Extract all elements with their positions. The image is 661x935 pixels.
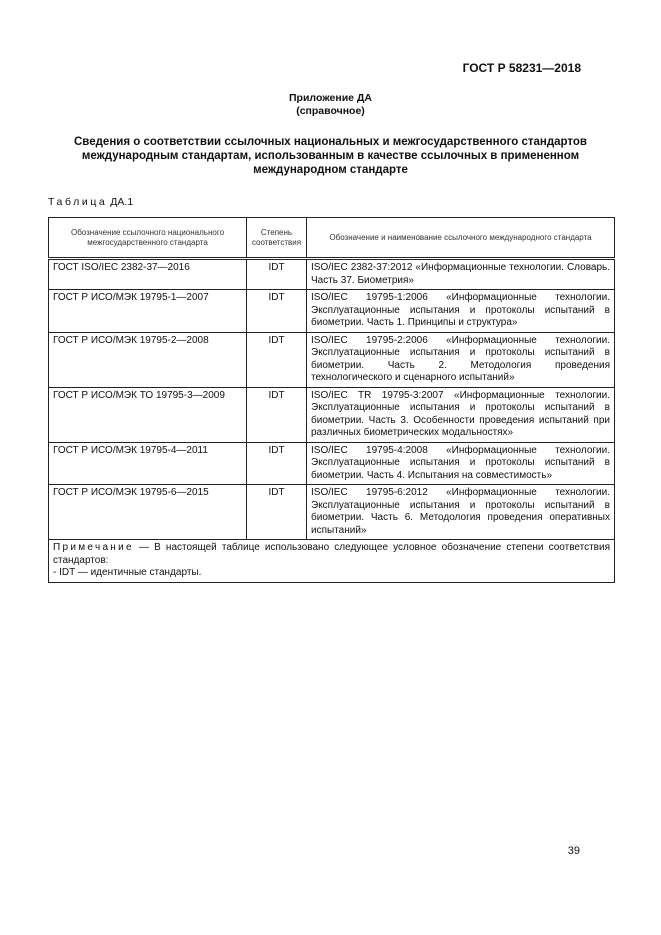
- annex-title: Приложение ДА: [289, 92, 372, 104]
- table-caption-word: Таблица: [48, 196, 108, 208]
- international-standard-cell: ISO/IEC 19795-2:2006 «Информационные технологии. Эксплуатационные испытания и протоколы испытаний в биометрии. Часть 2. Методология проведения технологического и сценарного испытаний»: [307, 332, 615, 387]
- degree-cell: IDT: [247, 260, 307, 290]
- international-standard-cell: ISO/IEC 19795-6:2012 «Информационные технологии. Эксплуатационные испытания и протоколы испытаний в биометрии. Часть 6. Методология проведения оперативных испытаний»: [307, 485, 615, 540]
- international-standard-cell: ISO/IEC TR 19795-3:2007 «Информационные технологии. Эксплуатационные испытания и протоколы испытаний в биометрии. Часть 3. Особенности проведения испытаний при различных биометрических модальностях»: [307, 387, 615, 442]
- national-standard-cell: ГОСТ Р ИСО/МЭК ТО 19795-3—2009: [49, 387, 247, 442]
- national-standard-cell: ГОСТ Р ИСО/МЭК 19795-6—2015: [49, 485, 247, 540]
- document-code: ГОСТ Р 58231—2018: [462, 61, 581, 75]
- section-title-line-3: международном стандарте: [253, 164, 408, 176]
- international-standard-cell: ISO/IEC 2382-37:2012 «Информационные технологии. Словарь. Часть 37. Биометрия»: [307, 260, 615, 290]
- section-title-line-1: Сведения о соответствии ссылочных национальных и межгосударственного стандартов: [74, 136, 587, 148]
- table-row: [49, 485, 615, 540]
- degree-cell: IDT: [247, 290, 307, 333]
- table-row: [49, 332, 615, 387]
- table-note: [49, 540, 615, 583]
- annex-subtitle: (справочное): [296, 105, 365, 117]
- section-title: [48, 135, 613, 177]
- header-degree: Степень соответствия: [247, 218, 307, 258]
- page-number: 39: [567, 845, 580, 857]
- national-standard-cell: ГОСТ ISO/IEC 2382-37—2016: [49, 260, 247, 290]
- annex-heading: [0, 92, 661, 118]
- correspondence-table: [48, 217, 615, 583]
- international-standard-cell: ISO/IEC 19795-4:2008 «Информационные технологии. Эксплуатационные испытания и протоколы испытаний в биометрии. Часть 4. Испытания на совместимость»: [307, 442, 615, 485]
- national-standard-cell: ГОСТ Р ИСО/МЭК 19795-1—2007: [49, 290, 247, 333]
- table-caption-number: ДА.1: [110, 196, 134, 208]
- national-standard-cell: ГОСТ Р ИСО/МЭК 19795-4—2011: [49, 442, 247, 485]
- table-header-row: [49, 218, 615, 258]
- table-row: [49, 290, 615, 333]
- note-item: - IDT — идентичные стандарты.: [53, 567, 202, 578]
- national-standard-cell: ГОСТ Р ИСО/МЭК 19795-2—2008: [49, 332, 247, 387]
- table-row: [49, 442, 615, 485]
- degree-cell: IDT: [247, 332, 307, 387]
- table-note-row: [49, 540, 615, 583]
- international-standard-cell: ISO/IEC 19795-1:2006 «Информационные технологии. Эксплуатационные испытания и протоколы испытаний в биометрии. Часть 1. Принципы и структура»: [307, 290, 615, 333]
- note-text: — В настоящей таблице использовано следующее условное обозначение степени соответствия стандартов:: [53, 542, 610, 566]
- table-row: [49, 260, 615, 290]
- note-label: Примечание: [53, 542, 134, 553]
- section-title-line-2: международным стандартам, использованным в качестве ссылочных в примененном: [81, 150, 580, 162]
- header-national-standard: Обозначение ссылочного национального межгосударственного стандарта: [49, 218, 247, 258]
- degree-cell: IDT: [247, 442, 307, 485]
- degree-cell: IDT: [247, 387, 307, 442]
- header-international-standard: Обозначение и наименование ссылочного международного стандарта: [307, 218, 615, 258]
- table-caption: [48, 196, 133, 208]
- table-row: [49, 387, 615, 442]
- degree-cell: IDT: [247, 485, 307, 540]
